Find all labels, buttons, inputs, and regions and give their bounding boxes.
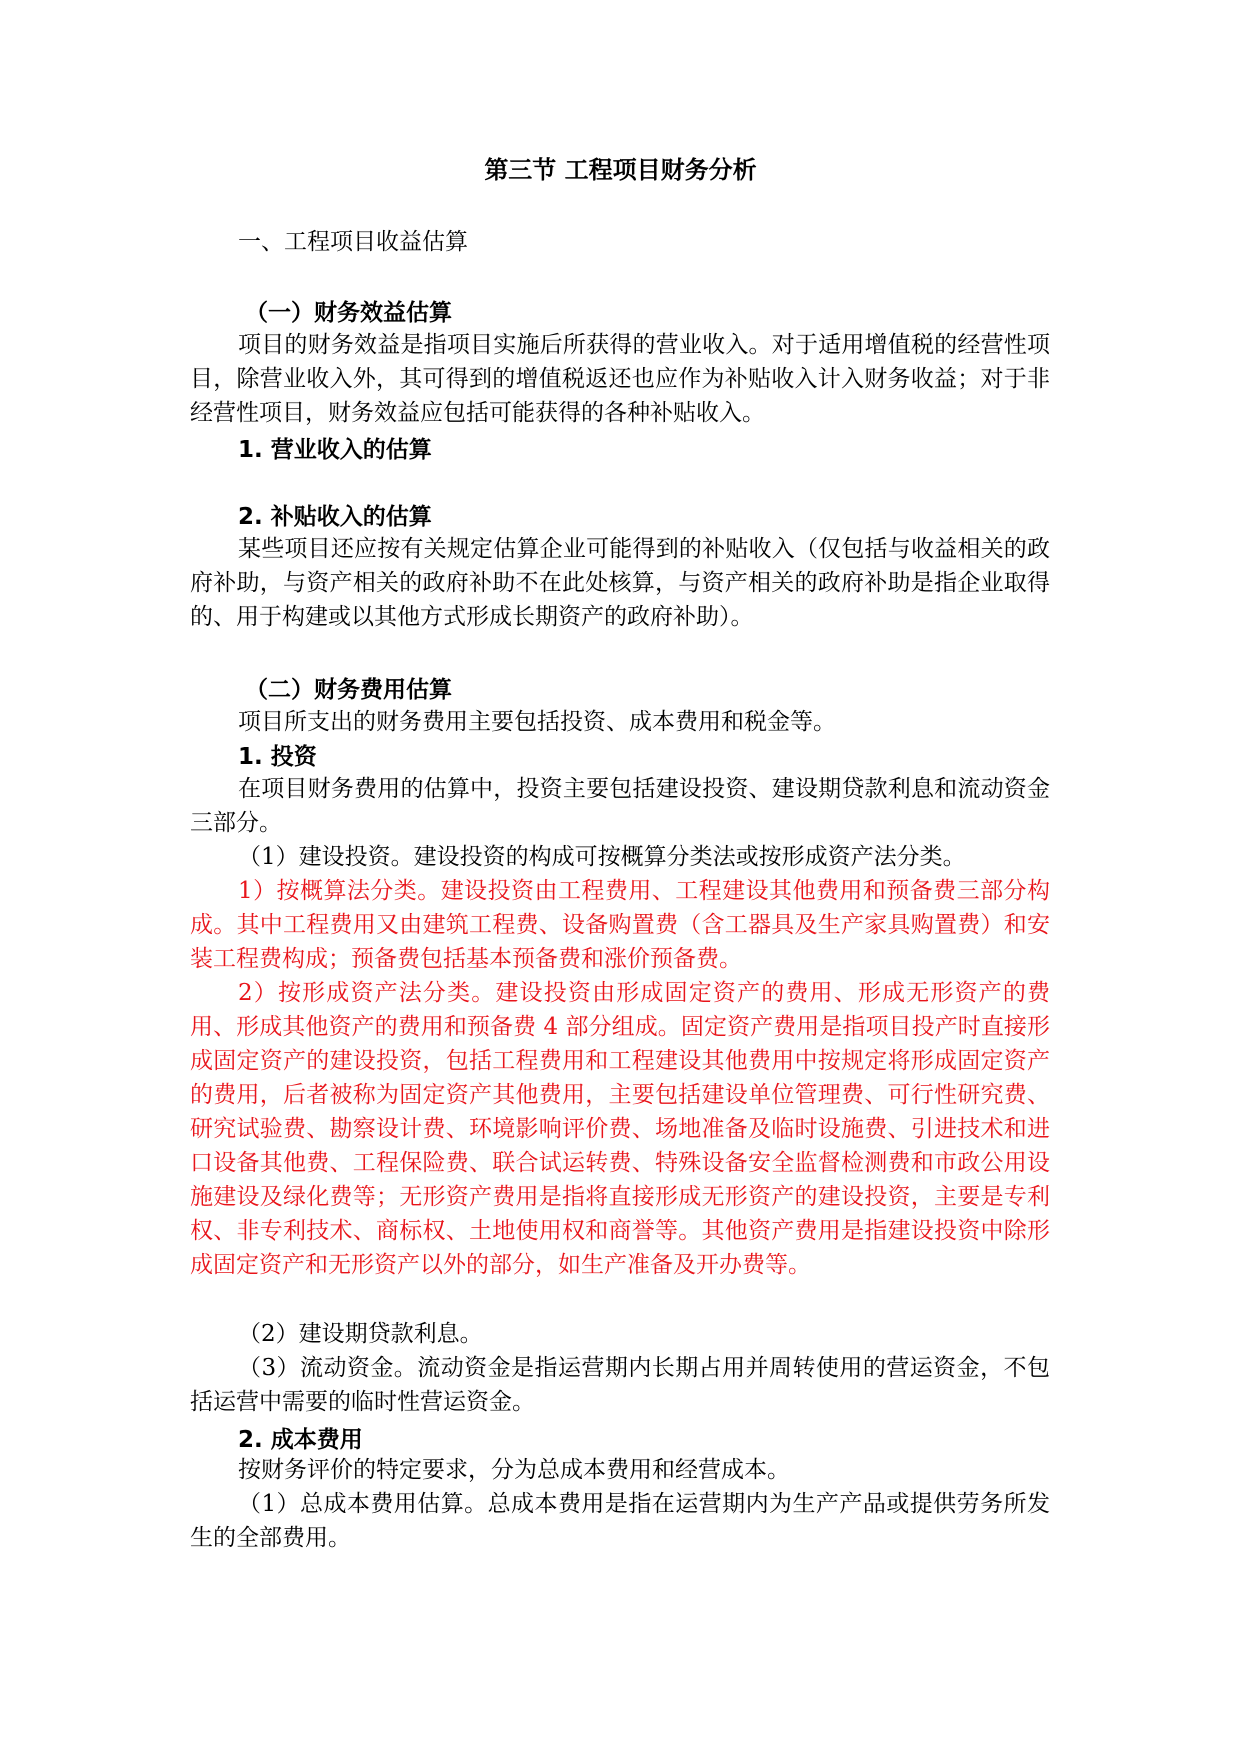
paragraph: 某些项目还应按有关规定估算企业可能得到的补贴收入（仅包括与收益相关的政府补助，与资产相关的政府补助不在此处核算，与资产相关的政府补助是指企业取得的、用于构建或以其他方式形成长期资产的政府补助）。 [190, 536, 1050, 630]
paragraph: 在项目财务费用的估算中，投资主要包括建设投资、建设期贷款利息和流动资金三部分。 [190, 776, 1050, 836]
paragraph: （1）总成本费用估算。总成本费用是指在运营期内为生产产品或提供劳务所发生的全部费用。 [190, 1491, 1050, 1551]
highlighted-paragraph: 2）按形成资产法分类。建设投资由形成固定资产的费用、形成无形资产的费用、形成其他资产的费用和预备费 4 部分组成。固定资产费用是指项目投产时直接形成固定资产的建设投资，包括工程费用和工程建设其他费用中按规定将形成固定资产的费用，后者被称为固定资产其他费用，主要包括建设单位管理费、可行性研究费、研究试验费、勘察设计费、环境影响评价费、场地准备及临时设施费、引进技术和进口设备其他费、工程保险费、联合试运转费、特殊设备安全监督检测费和市政公用设施建设及绿化费等；无形资产费用是指将直接形成无形资产的建设投资，主要是专利权、非专利技术、商标权、土地使用权和商誉等。其他资产费用是指建设投资中除形成固定资产和无形资产以外的部分，如生产准备及开办费等。 [190, 980, 1050, 1278]
page-title: 第三节 工程项目财务分析 [484, 156, 757, 184]
subsection-heading: （一）财务效益估算 [245, 300, 452, 326]
subsection-heading: （二）财务费用估算 [245, 677, 452, 703]
paragraph: （2）建设期贷款利息。 [238, 1321, 483, 1347]
paragraph: （3）流动资金。流动资金是指运营期内长期占用并周转使用的营运资金，不包括运营中需要的临时性营运资金。 [190, 1355, 1050, 1415]
item-heading: 1. 投资 [238, 744, 317, 770]
paragraph: 项目的财务效益是指项目实施后所获得的营业收入。对于适用增值税的经营性项目，除营业收入外，其可得到的增值税返还也应作为补贴收入计入财务收益；对于非经营性项目，财务效益应包括可能获得的各种补贴收入。 [190, 332, 1050, 426]
item-heading: 2. 补贴收入的估算 [238, 504, 432, 530]
item-heading: 2. 成本费用 [238, 1427, 363, 1453]
section-heading: 一、工程项目收益估算 [238, 229, 468, 255]
paragraph: 项目所支出的财务费用主要包括投资、成本费用和税金等。 [238, 709, 836, 735]
item-heading: 1. 营业收入的估算 [238, 437, 432, 463]
paragraph: 按财务评价的特定要求，分为总成本费用和经营成本。 [238, 1457, 790, 1483]
highlighted-paragraph: 1）按概算法分类。建设投资由工程费用、工程建设其他费用和预备费三部分构成。其中工程费用又由建筑工程费、设备购置费（含工器具及生产家具购置费）和安装工程费构成；预备费包括基本预备费和涨价预备费。 [190, 878, 1050, 972]
paragraph: （1）建设投资。建设投资的构成可按概算分类法或按形成资产法分类。 [238, 844, 966, 870]
